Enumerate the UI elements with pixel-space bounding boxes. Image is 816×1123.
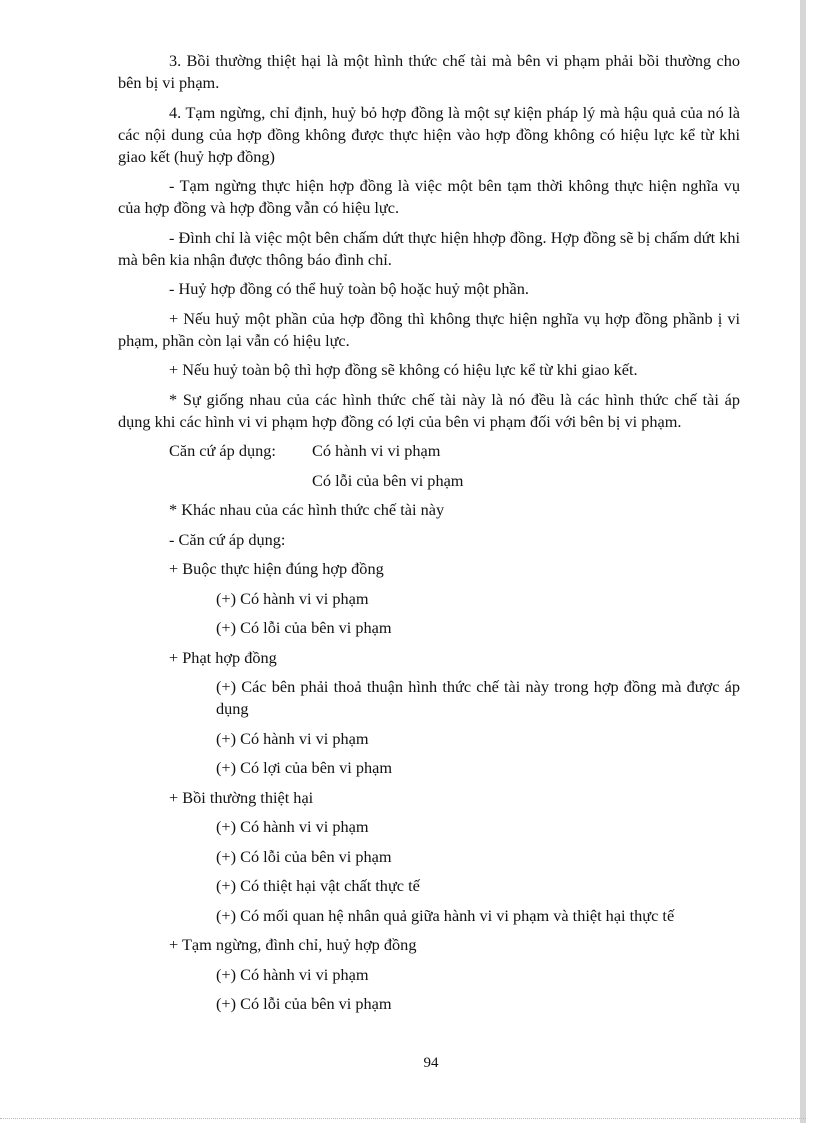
list-subitem: (+) Có lợi của bên vi phạm [216, 758, 393, 777]
list-item: + Bồi thường thiệt hại [169, 787, 314, 807]
section-heading: * Khác nhau của các hình thức chế tài này [169, 500, 445, 519]
page-body [118, 50, 740, 1023]
list-subitem: (+) Có hành vi vi phạm [216, 964, 369, 984]
basis-item: Có hành vi vi phạm [312, 441, 441, 460]
paragraph: 4. Tạm ngừng, chỉ định, huỷ bỏ hợp đồng là một sự kiện pháp lý mà hậu quả của nó là các nội dung của hợp đồng không được thực hiện vào hợp đồng không có hiệu lực kể từ khi giao kết (huỷ hợp đồng) [118, 102, 740, 166]
paragraph: + Nếu huỷ toàn bộ thì hợp đồng sẽ không có hiệu lực kể từ khi giao kết. [169, 360, 638, 379]
list-subitem: (+) Có mối quan hệ nhân quả giữa hành vi vi phạm và thiệt hại thực tế [216, 905, 675, 925]
page-edge-bottom [0, 1118, 806, 1119]
basis-row [118, 440, 740, 462]
list-subitem: (+) Có hành vi vi phạm [216, 817, 369, 836]
list-subitem: (+) Có lỗi của bên vi phạm [216, 994, 392, 1013]
paragraph: 3. Bồi thường thiệt hại là một hình thức chế tài mà bên vi phạm phải bồi thường cho bên bị vi phạm. [118, 51, 740, 92]
paragraph: + Nếu huỷ một phần của hợp đồng thì không thực hiện nghĩa vụ hợp đồng phầnb ị vi phạm, phần còn lại vẫn có hiệu lực. [118, 308, 740, 350]
paragraph: - Đình chỉ là việc một bên chấm dứt thực hiện hhợp đồng. Hợp đồng sẽ bị chấm dứt khi mà bên kia nhận được thông báo đình chỉ. [118, 227, 740, 269]
page-edge-right [800, 0, 806, 1123]
basis-row [118, 470, 740, 492]
list-subitem: (+) Có lỗi của bên vi phạm [216, 618, 392, 637]
section-subheading: - Căn cứ áp dụng: [169, 529, 286, 549]
list-item: + Buộc thực hiện đúng hợp đồng [169, 559, 384, 578]
list-subitem: (+) Có thiệt hại vật chất thực tế [216, 876, 420, 895]
list-subitem: (+) Có hành vi vi phạm [216, 588, 369, 608]
list-subitem: (+) Có hành vi vi phạm [216, 728, 369, 748]
paragraph: * Sự giống nhau của các hình thức chế tài này là nó đều là các hình thức chế tài áp dụng khi các hình vi vi phạm hợp đồng có lợi của bên vi phạm đối với bên bị vi phạm. [118, 389, 740, 431]
list-item: + Tạm ngừng, đình chỉ, huỷ hợp đồng [169, 935, 417, 954]
list-subitem: (+) Các bên phải thoả thuận hình thức chế tài này trong hợp đồng mà được áp dụng [216, 677, 740, 718]
list-subitem: (+) Có lỗi của bên vi phạm [216, 846, 392, 866]
list-item: + Phạt hợp đồng [169, 647, 277, 667]
basis-label: Căn cứ áp dụng: [169, 441, 276, 460]
paragraph: - Huỷ hợp đồng có thể huỷ toàn bộ hoặc huỷ một phần. [169, 279, 529, 298]
page-number: 94 [423, 1055, 439, 1071]
paragraph: - Tạm ngừng thực hiện hợp đồng là việc một bên tạm thời không thực hiện nghĩa vụ của hợp đồng và hợp đồng vẫn có hiệu lực. [118, 176, 740, 217]
basis-item: Có lỗi của bên vi phạm [312, 470, 464, 490]
